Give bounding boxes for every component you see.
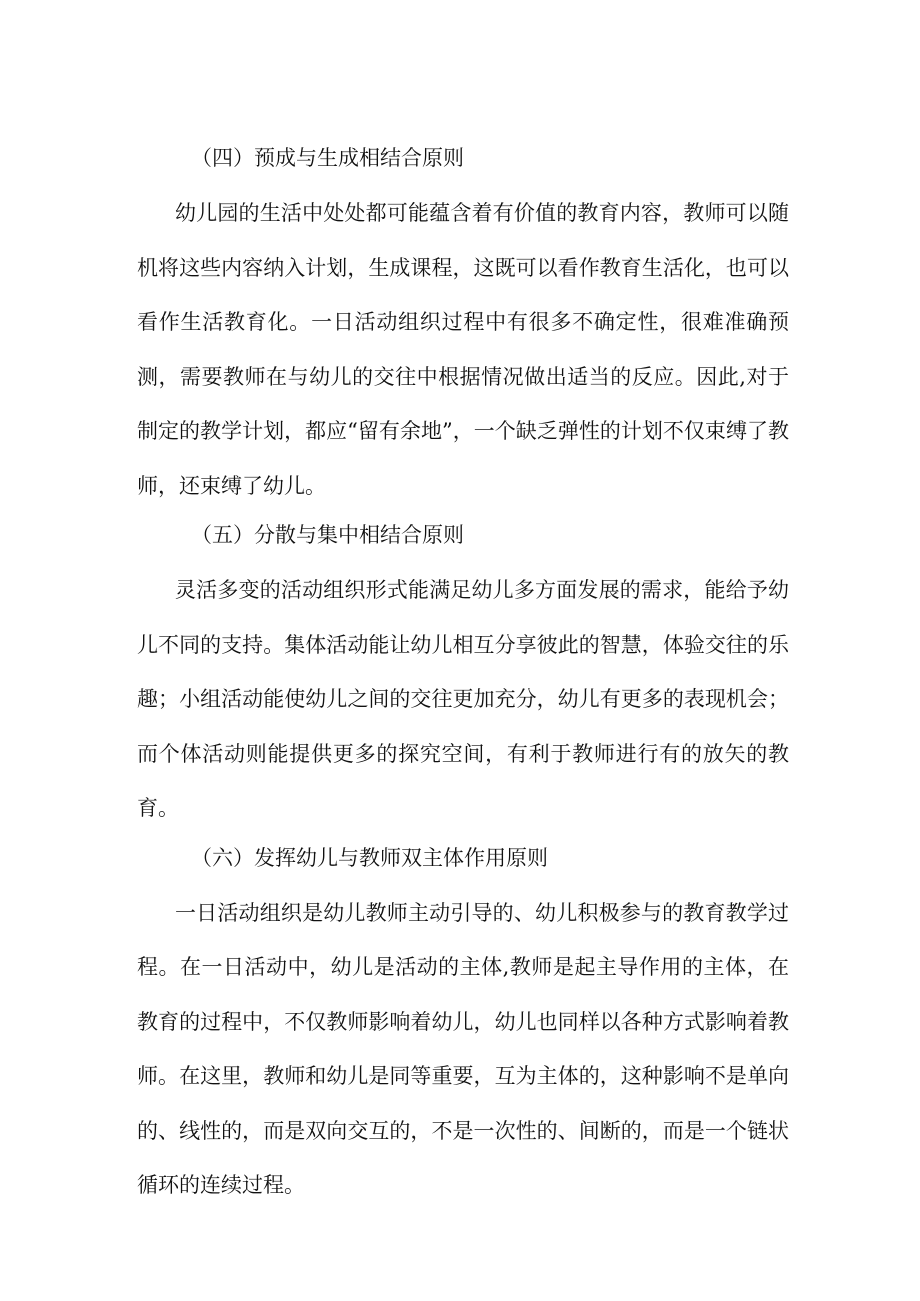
- section-heading-6: （六）发挥幼儿与教师双主体作用原则: [191, 845, 548, 870]
- section-paragraph-6: 一日活动组织是幼儿教师主动引导的、幼儿积极参与的教育教学过程。在一日活动中，幼儿是活动的主体,教师是起主导作用的主体，在教育的过程中，不仅教师影响着幼儿，幼儿也同样以各种方式影响着教师。在这里，教师和幼儿是同等重要，互为主体的，这种影响不是单向的、线性的，而是双向交互的，不是一次性的、间断的，而是一个链状循环的连续过程。: [137, 900, 789, 1197]
- section-paragraph-4: 幼儿园的生活中处处都可能蕴含着有价值的教育内容，教师可以随机将这些内容纳入计划，生成课程，这既可以看作教育生活化，也可以看作生活教育化。一日活动组织过程中有很多不确定性，很难准确预测，需要教师在与幼儿的交往中根据情况做出适当的反应。因此,对于制定的教学计划，都应“留有余地”，一个缺乏弹性的计划不仅束缚了教师，还束缚了幼儿。: [137, 201, 789, 498]
- section-heading-5: （五）分散与集中相结合原则: [191, 523, 464, 547]
- section-heading-4: （四）预成与生成相结合原则: [191, 146, 464, 170]
- section-paragraph-5: 灵活多变的活动组织形式能满足幼儿多方面发展的需求，能给予幼儿不同的支持。集体活动能让幼儿相互分享彼此的智慧，体验交往的乐趣；小组活动能使幼儿之间的交往更加充分，幼儿有更多的表现机会；而个体活动则能提供更多的探究空间，有利于教师进行有的放矢的教育。: [137, 578, 789, 820]
- document-body: [137, 138, 789, 1213]
